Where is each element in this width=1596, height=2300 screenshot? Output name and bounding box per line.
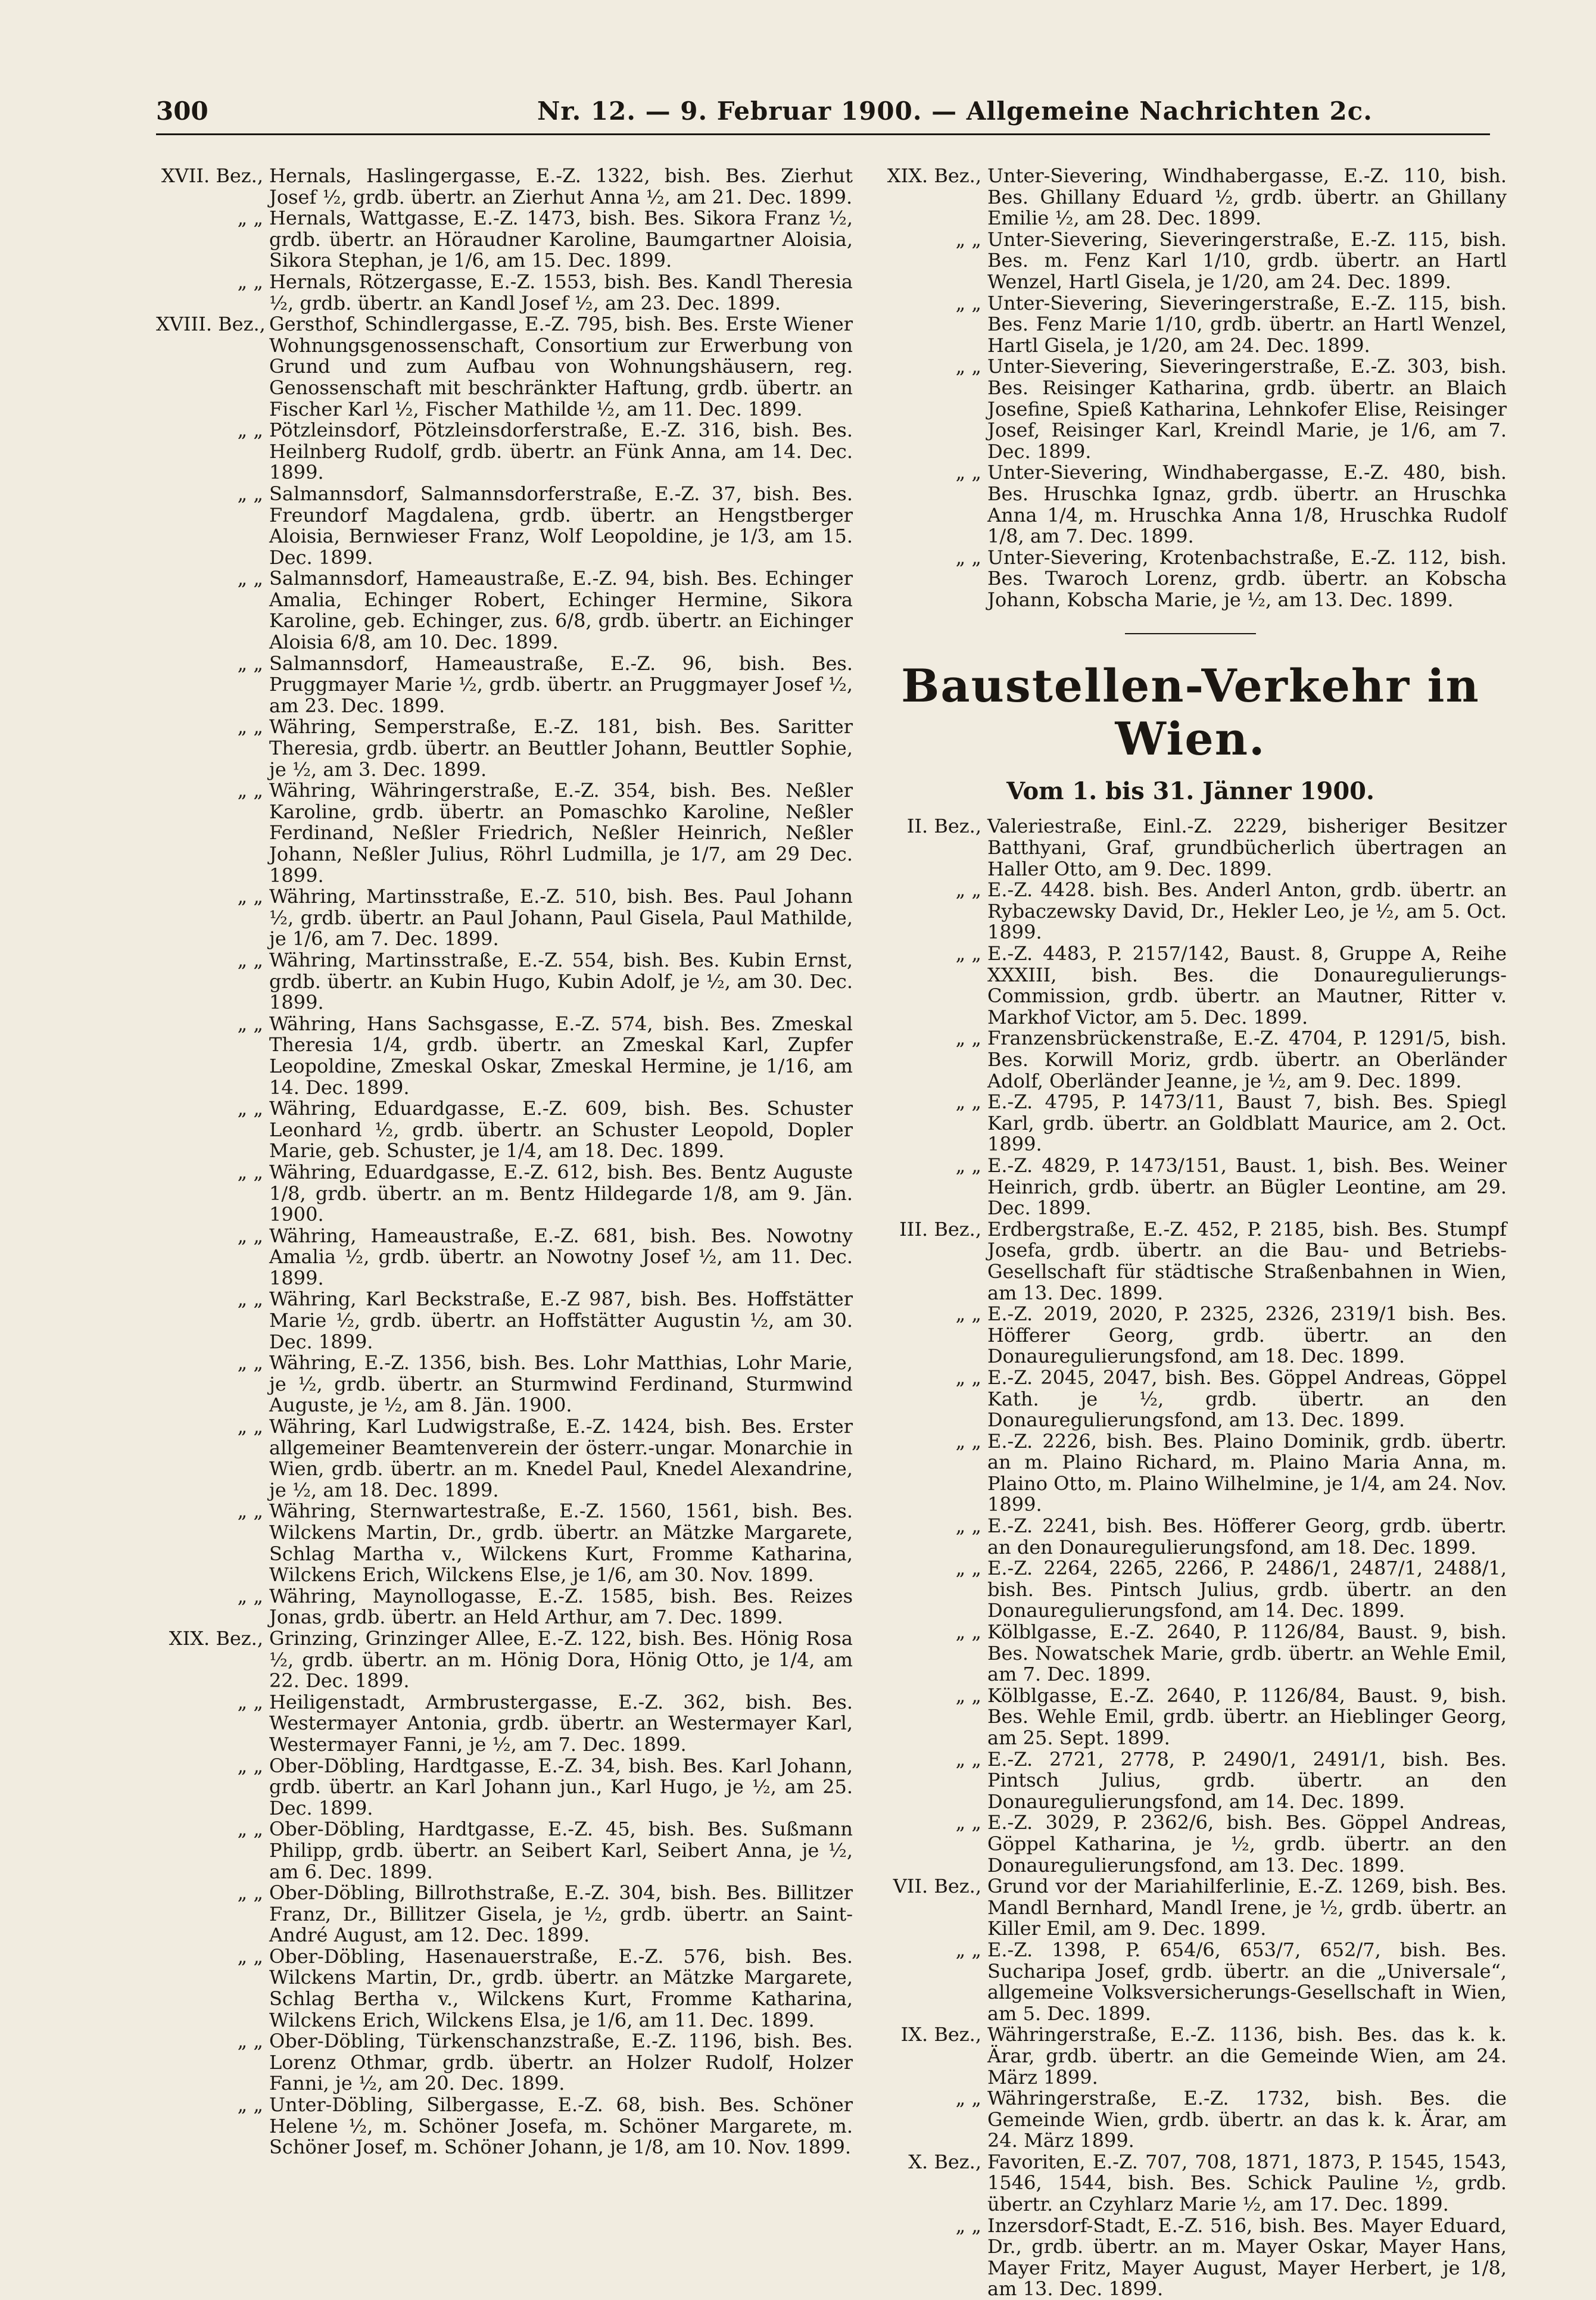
entry-district-label: IX. Bez., [900,2023,981,2046]
entry [874,2152,1507,2215]
entry [874,1092,1507,1155]
entry-district-label: „ „ [237,419,263,442]
entry [156,1586,853,1628]
entry [156,1098,853,1162]
entry-text: E.-Z. 4483, P. 2157/142, Baust. 8, Gruppe A, Reihe XXXIII, bish. Bes. die Donauregulierungs-Commission, grdb. übertr. an Mautner, Ritter v. Markhof Victor, am 5. Dec. 1899. [987,942,1507,1029]
entry-district-label: „ „ [237,2030,263,2053]
entry [156,1883,853,1946]
entry [156,1946,853,2031]
entry-district-label: „ „ [955,942,981,965]
entry-text: Unter-Sievering, Windhabergasse, E.-Z. 110, bish. Bes. Ghillany Eduard ½, grdb. übertr. an Ghillany Emilie ½, am 28. Dec. 1899. [987,164,1507,230]
entry-text: Währingerstraße, E.-Z. 1136, bish. Bes. das k. k. Ärar, grdb. übertr. an die Gemeinde Wien, am 24. März 1899. [987,2023,1507,2089]
entry-district-label: „ „ [237,1500,263,1523]
entry [874,2215,1507,2300]
entry-text: Währing, Karl Ludwigstraße, E.-Z. 1424, bish. Bes. Erster allgemeiner Beamtenverein der österr.-ungar. Monarchie in Wien, grdb. übertr. an m. Knedel Paul, Knedel Alexandrine, je ½, am 18. Dec. 1899. [269,1415,853,1501]
page-header [156,89,1490,137]
entry-district-label: „ „ [955,1027,981,1050]
entry-district-label: III. Bez., [899,1217,981,1241]
entry-text: E.-Z. 4795, P. 1473/11, Baust 7, bish. Bes. Spiegl Karl, grdb. übertr. an Goldblatt Maurice, am 2. Oct. 1899. [987,1090,1507,1156]
entry-district-label: „ „ [955,878,981,902]
entry-district-label: „ „ [955,1366,981,1389]
entry-district-label: „ „ [955,2087,981,2110]
entry-text: E.-Z. 2019, 2020, P. 2325, 2326, 2319/1 bish. Bes. Höfferer Georg, grdb. übertr. an den Donauregulierungsfond, am 18. Dec. 1899. [987,1302,1507,1368]
entry-district-label: „ „ [955,1302,981,1326]
entry-district-label: „ „ [237,715,263,738]
entry-district-label: XVII. Bez., [161,164,263,187]
entry-district-label: „ „ [955,355,981,378]
entry-district-label: „ „ [955,291,981,314]
entry [874,293,1507,357]
entry [874,1304,1507,1367]
entry-district-label: „ „ [955,1684,981,1707]
entry-district-label: „ „ [955,2214,981,2237]
entry [874,1516,1507,1558]
entry [874,2088,1507,2152]
entry [156,1416,853,1501]
entry-district-label: „ „ [955,1620,981,1644]
entry-text: Erdbergstraße, E.-Z. 452, P. 2185, bish. Bes. Stumpf Josefa, grdb. übertr. an die Bau- und Betriebs-Gesellschaft für städtische Straßenbahnen in Wien, am 13. Dec. 1899. [987,1217,1507,1304]
entry [874,229,1507,293]
entry-text: E.-Z. 2045, 2047, bish. Bes. Göppel Andreas, Göppel Kath. je ½, grdb. übertr. an den Donauregulierungsfond, am 13. Dec. 1899. [987,1366,1507,1432]
entry-text: Hernals, Wattgasse, E.-Z. 1473, bish. Bes. Sikora Franz ½, grdb. übertr. an Höraudner Karoline, Baumgartner Aloisia, Sikora Stephan, je 1/6, am 15. Dec. 1899. [269,207,853,272]
entry-district-label: „ „ [955,1154,981,1177]
entry-text: Unter-Sievering, Krotenbachstraße, E.-Z. 112, bish. Bes. Twaroch Lorenz, grdb. übertr. an Kobscha Johann, Kobscha Marie, je ½, am 13. Dec. 1899. [987,546,1507,611]
right-top-entries [874,166,1507,610]
entry-text: Währing, Hans Sachsgasse, E.-Z. 574, bish. Bes. Zmeskal Theresia 1/4, grdb. übertr. an Zmeskal Karl, Zupfer Leopoldine, Zmeskal Oskar, Zmeskal Hermine, je 1/16, am 14. Dec. 1899. [269,1012,853,1099]
entry [156,314,853,420]
entry-text: E.-Z. 2721, 2778, P. 2490/1, 2491/1, bish. Bes. Pintsch Julius, grdb. übertr. an den Donauregulierungsfond, am 14. Dec. 1899. [987,1747,1507,1813]
entry-text: Währing, E.-Z. 1356, bish. Bes. Lohr Matthias, Lohr Marie, je ½, grdb. übertr. an Sturmwind Ferdinand, Sturmwind Auguste, je ½, am 8. Jän. 1900. [269,1351,853,1417]
entry [874,356,1507,462]
entry-district-label: XIX. Bez., [169,1626,263,1650]
entry [156,1819,853,1883]
entry [874,1558,1507,1622]
entry-text: E.-Z. 1398, P. 654/6, 653/7, 652/7, bish. Bes. Sucharipa Josef, grdb. übertr. an die „Universale“, allgemeine Volksversicherungs-Gesellschaft in Wien, am 5. Dec. 1899. [987,1938,1507,2025]
entry-text: Währing, Eduardgasse, E.-Z. 612, bish. Bes. Bentz Auguste 1/8, grdb. übertr. an m. Bentz Hildegarde 1/8, am 9. Jän. 1900. [269,1160,853,1226]
entry-district-label: „ „ [237,1754,263,1777]
entry [874,166,1507,229]
entry-text: Salmannsdorf, Hameaustraße, E.-Z. 96, bish. Bes. Pruggmayer Marie ½, grdb. übertr. an Pruggmayer Josef ½, am 23. Dec. 1899. [269,652,853,717]
entry [874,880,1507,943]
header-rule [156,133,1490,135]
entry [156,1014,853,1098]
entry-text: Inzersdorf-Stadt, E.-Z. 516, bish. Bes. Mayer Eduard, Dr., grdb. übertr. an m. Mayer Oskar, Mayer Hans, Mayer Fritz, Mayer August, Mayer Herbert, je 1/8, am 13. Dec. 1899. [987,2214,1507,2300]
entry-text: Pötzleinsdorf, Pötzleinsdorferstraße, E.-Z. 316, bish. Bes. Heilnberg Rudolf, grdb. übertr. an Fünk Anna, am 14. Dec. 1899. [269,419,853,484]
entry-text: Unter-Döbling, Silbergasse, E.-Z. 68, bish. Bes. Schöner Helene ½, m. Schöner Josefa, m. Schöner Margarete, m. Schöner Josef, m. Schöner Johann, je 1/8, am 10. Nov. 1899. [269,2093,853,2159]
entry-text: E.-Z. 2241, bish. Bes. Höfferer Georg, grdb. übertr. an den Donauregulierungsfond, am 18. Dec. 1899. [987,1514,1507,1559]
entry-text: E.-Z. 4428. bish. Bes. Anderl Anton, grdb. übertr. an Rybaczewsky David, Dr., Hekler Leo, je ½, am 5. Oct. 1899. [987,878,1507,944]
entry-text: Währing, Martinsstraße, E.-Z. 510, bish. Bes. Paul Johann ½, grdb. übertr. an Paul Johann, Paul Gisela, Paul Mathilde, je 1/6, am 7. Dec. 1899. [269,885,853,950]
entry-text: Grund vor der Mariahilferlinie, E.-Z. 1269, bish. Bes. Mandl Bernhard, Mandl Irene, je ½, grdb. übertr. an Killer Emil, am 9. Dec. 1899. [987,1875,1507,1940]
entry-district-label: „ „ [237,1944,263,1968]
left-column [156,166,853,2158]
entry [156,1226,853,1289]
entry-district-label: „ „ [237,1818,263,1841]
entry-district-label: „ „ [237,779,263,802]
entry [874,547,1507,611]
entry [156,716,853,780]
entry [156,1756,853,1819]
entry-text: Unter-Sievering, Windhabergasse, E.-Z. 480, bish. Bes. Hruschka Ignaz, grdb. übertr. an Hruschka Anna 1/4, m. Hruschka Anna 1/8, Hruschka Rudolf 1/8, am 7. Dec. 1899. [987,461,1507,548]
entry-district-label: „ „ [237,1012,263,1035]
entry-text: Währing, Karl Beckstraße, E.-Z 987, bish. Bes. Hoffstätter Marie ½, grdb. übertr. an Hoffstätter Augustin ½, am 30. Dec. 1899. [269,1288,853,1353]
entry-district-label: „ „ [955,546,981,569]
entry [874,1367,1507,1431]
entry [874,1431,1507,1516]
entry-text: Ober-Döbling, Türkenschanzstraße, E.-Z. 1196, bish. Bes. Lorenz Othmar, grdb. übertr. an Holzer Rudolf, Holzer Fanni, je ½, am 20. Dec. 1899. [269,2030,853,2095]
entry-district-label: „ „ [237,2093,263,2117]
entry [874,462,1507,547]
entry-district-label: „ „ [955,1557,981,1580]
entry-district-label: „ „ [237,652,263,675]
entry-district-label: „ „ [237,482,263,505]
entry-text: Gersthof, Schindlergasse, E.-Z. 795, bish. Bes. Erste Wiener Wohnungsgenossenschaft, Consortium zur Erwerbung von Grund und zum Aufbau von Wohnungshäusern, reg. Genossenschaft mit beschränkter Haftung, grdb. übertr. an Fischer Karl ½, Fischer Mathilde ½, am 11. Dec. 1899. [269,313,853,420]
right-bottom-entries [874,816,1507,2300]
entry-text: Hernals, Rötzergasse, E.-Z. 1553, bish. Bes. Kandl Theresia ½, grdb. übertr. an Kandl Josef ½, am 23. Dec. 1899. [269,270,853,314]
entry-text: Salmannsdorf, Salmannsdorferstraße, E.-Z. 37, bish. Bes. Freundorf Magdalena, grdb. übertr. an Hengstberger Aloisia, Bernwieser Franz, Wolf Leopoldine, je 1/3, am 15. Dec. 1899. [269,482,853,569]
entry-district-label: „ „ [955,1514,981,1538]
entry-district-label: „ „ [237,270,263,293]
entry [156,780,853,886]
entry-text: Währing, Semperstraße, E.-Z. 181, bish. Bes. Saritter Theresia, grdb. übertr. an Beuttler Johann, Beuttler Sophie, je ½, am 3. Dec. 1899. [269,715,853,781]
entry [874,2024,1507,2088]
entry [156,166,853,208]
entry-text: E.-Z. 2264, 2265, 2266, P. 2486/1, 2487/1, 2488/1, bish. Bes. Pintsch Julius, grdb. übertr. an den Donauregulierungsfond, am 14. Dec. 1899. [987,1557,1507,1622]
entry [874,1028,1507,1092]
entry [156,1501,853,1585]
entry [874,1219,1507,1304]
entry-text: Valeriestraße, Einl.-Z. 2229, bisheriger Besitzer Batthyani, Graf, grundbücherlich übertragen an Haller Otto, am 9. Dec. 1899. [987,815,1507,880]
entry-text: Währing, Sternwartestraße, E.-Z. 1560, 1561, bish. Bes. Wilckens Martin, Dr., grdb. übertr. an Mätzke Margarete, Schlag Martha v., Wilckens Kurt, Fromme Katharina, Wilckens Erich, Wilckens Else, je 1/6, am 30. Nov. 1899. [269,1500,853,1587]
entry [156,2031,853,2095]
entry [156,1692,853,1756]
entry [156,886,853,950]
entry [874,943,1507,1028]
entry-district-label: „ „ [237,885,263,908]
entry-district-label: „ „ [237,1160,263,1183]
entry-text: Kölblgasse, E.-Z. 2640, P. 1126/84, Baust. 9, bish. Bes. Wehle Emil, grdb. übertr. an Hieblinger Georg, am 25. Sept. 1899. [987,1684,1507,1749]
entry-text: Favoriten, E.-Z. 707, 708, 1871, 1873, P. 1545, 1543, 1546, 1544, bish. Bes. Schick Pauline ½, grdb. übertr. an Czyhlarz Marie ½, am 17. Dec. 1899. [987,2150,1507,2216]
entry [156,272,853,314]
entry [874,1876,1507,1940]
entry-text: Währingerstraße, E.-Z. 1732, bish. Bes. die Gemeinde Wien, grdb. übertr. an das k. k. Ärar, am 24. März 1899. [987,2087,1507,2152]
entry [156,1352,853,1416]
entry [874,1155,1507,1219]
entry [874,1749,1507,1813]
entry [156,1289,853,1352]
entry-text: Kölblgasse, E.-Z. 2640, P. 1126/84, Baust. 9, bish. Bes. Nowatschek Marie, grdb. übertr. an Wehle Emil, am 7. Dec. 1899. [987,1620,1507,1686]
entry-district-label: XIX. Bez., [887,164,981,187]
page-number: 300 [156,96,208,126]
entry-text: E.-Z. 4829, P. 1473/151, Baust. 1, bish. Bes. Weiner Heinrich, grdb. übertr. an Bügler Leontine, am 29. Dec. 1899. [987,1154,1507,1220]
entry [156,653,853,717]
entry [156,420,853,484]
entry-district-label: „ „ [237,1584,263,1607]
entry-district-label: „ „ [955,1811,981,1834]
entry-text: Ober-Döbling, Billrothstraße, E.-Z. 304, bish. Bes. Billitzer Franz, Dr., Billitzer Gisela, je ½, grdb. übertr. an Saint-André August, am 12. Dec. 1899. [269,1881,853,1947]
entry [156,208,853,272]
entry-district-label: „ „ [237,1881,263,1905]
entry-text: Heiligenstadt, Armbrustergasse, E.-Z. 362, bish. Bes. Westermayer Antonia, grdb. übertr. an Westermayer Karl, Westermayer Fanni, je ½, am 7. Dec. 1899. [269,1690,853,1756]
entry [156,568,853,653]
entry-district-label: X. Bez., [908,2150,981,2173]
entry-text: Unter-Sievering, Sieveringerstraße, E.-Z. 115, bish. Bes. m. Fenz Karl 1/10, grdb. übertr. an Hartl Wenzel, Hartl Gisela, je 1/20, am 24. Dec. 1899. [987,227,1507,293]
entry [874,816,1507,880]
entry-text: E.-Z. 3029, P. 2362/6, bish. Bes. Göppel Andreas, Göppel Katharina, je ½, grdb. übertr. an den Donauregulierungsfond, am 13. Dec. 1899. [987,1811,1507,1877]
entry-district-label: „ „ [237,1690,263,1713]
entry-district-label: „ „ [237,1288,263,1311]
entry [156,2095,853,2158]
entry-district-label: „ „ [237,567,263,590]
section-title: Baustellen-Verkehr in Wien. [901,659,1480,766]
entry-text: Franzensbrückenstraße, E.-Z. 4704, P. 1291/5, bish. Bes. Korwill Moriz, grdb. übertr. an Oberländer Adolf, Oberländer Jeanne, je ½, am 9. Dec. 1899. [987,1027,1507,1092]
entry-text: Währing, Eduardgasse, E.-Z. 609, bish. Bes. Schuster Leonhard ½, grdb. übertr. an Schuster Leopold, Dopler Marie, geb. Schuster, je 1/4, am 18. Dec. 1899. [269,1097,853,1163]
entry-text: Währing, Martinsstraße, E.-Z. 554, bish. Bes. Kubin Ernst, grdb. übertr. an Kubin Hugo, Kubin Adolf, je ½, am 30. Dec. 1899. [269,948,853,1014]
entry [874,1622,1507,1685]
entry-text: Währing, Hameaustraße, E.-Z. 681, bish. Bes. Nowotny Amalia ½, grdb. übertr. an Nowotny Josef ½, am 11. Dec. 1899. [269,1224,853,1289]
section-subtitle: Vom 1. bis 31. Jänner 1900. [1006,777,1374,806]
entry [156,950,853,1014]
entry-text: Ober-Döbling, Hasenauerstraße, E.-Z. 576, bish. Bes. Wilckens Martin, Dr., grdb. übertr. an Mätzke Margarete, Schlag Bertha v., Wilckens Kurt, Fromme Katharina, Wilckens Erich, Wilckens Elsa, je 1/6, am 11. Dec. 1899. [269,1944,853,2031]
entry-text: Unter-Sievering, Sieveringerstraße, E.-Z. 115, bish. Bes. Fenz Marie 1/10, grdb. übertr. an Hartl Wenzel, Hartl Gisela, je 1/20, am 24. Dec. 1899. [987,291,1507,357]
entry-district-label: VII. Bez., [893,1875,981,1898]
entry-text: Grinzing, Grinzinger Allee, E.-Z. 122, bish. Bes. Hönig Rosa ½, grdb. übertr. an m. Hönig Dora, Hönig Otto, je 1/4, am 22. Dec. 1899. [269,1626,853,1693]
entry-text: Währing, Währingerstraße, E.-Z. 354, bish. Bes. Neßler Karoline, grdb. übertr. an Pomaschko Karoline, Neßler Ferdinand, Neßler Friedrich, Neßler Heinrich, Neßler Johann, Neßler Julius, Röhrl Ludmilla, je 1/7, am 29 Dec. 1899. [269,779,853,887]
entry-text: Ober-Döbling, Hardtgasse, E.-Z. 34, bish. Bes. Karl Johann, grdb. übertr. an Karl Johann jun., Karl Hugo, je ½, am 25. Dec. 1899. [269,1754,853,1819]
entry-district-label: „ „ [955,1090,981,1114]
entry [156,484,853,568]
entry-district-label: „ „ [237,1224,263,1247]
entry-district-label: „ „ [237,1351,263,1375]
entry-text: Hernals, Haslingergasse, E.-Z. 1322, bish. Bes. Zierhut Josef ½, grdb. übertr. an Zierhut Anna ½, am 21. Dec. 1899. [269,164,853,208]
entry-district-label: „ „ [237,207,263,230]
entry-district-label: „ „ [955,227,981,251]
right-column [874,166,1507,2300]
section-divider [1125,633,1256,634]
entry-district-label: „ „ [237,948,263,971]
entry-district-label: „ „ [955,1429,981,1453]
entry [156,1628,853,1692]
entry-text: Unter-Sievering, Sieveringerstraße, E.-Z. 303, bish. Bes. Reisinger Katharina, grdb. übertr. an Blaich Josefine, Spieß Katharina, Lehnkofer Elise, Reisinger Josef, Reisinger Karl, Kreindl Marie, je 1/6, am 7. Dec. 1899. [987,355,1507,463]
entry-text: Ober-Döbling, Hardtgasse, E.-Z. 45, bish. Bes. Sußmann Philipp, grdb. übertr. an Seibert Karl, Seibert Anna, je ½, am 6. Dec. 1899. [269,1818,853,1883]
entry-district-label: XVIII. Bez., [156,313,266,336]
entry-district-label: „ „ [955,461,981,484]
entry-text: E.-Z. 2226, bish. Bes. Plaino Dominik, grdb. übertr. an m. Plaino Richard, m. Plaino Maria Anna, m. Plaino Otto, m. Plaino Wilhelmine, je 1/4, am 24. Nov. 1899. [987,1429,1507,1516]
entry-district-label: „ „ [237,1415,263,1438]
entry [156,1162,853,1226]
entry [874,1940,1507,2024]
entry [874,1685,1507,1749]
entry-text: Währing, Maynollogasse, E.-Z. 1585, bish. Bes. Reizes Jonas, grdb. übertr. an Held Arthur, am 7. Dec. 1899. [269,1584,853,1629]
entry-district-label: „ „ [955,1747,981,1771]
entry-district-label: II. Bez., [906,815,981,838]
running-title: Nr. 12. — 9. Februar 1900. — Allgemeine Nachrichten 2c. [537,96,1373,126]
entry-text: Salmannsdorf, Hameaustraße, E.-Z. 94, bish. Bes. Echinger Amalia, Echinger Robert, Echinger Hermine, Sikora Karoline, geb. Echinger, zus. 6/8, grdb. übertr. an Eichinger Aloisia 6/8, am 10. Dec. 1899. [269,567,853,654]
entry-district-label: „ „ [955,1938,981,1961]
entry-district-label: „ „ [237,1097,263,1120]
entry [874,1812,1507,1876]
